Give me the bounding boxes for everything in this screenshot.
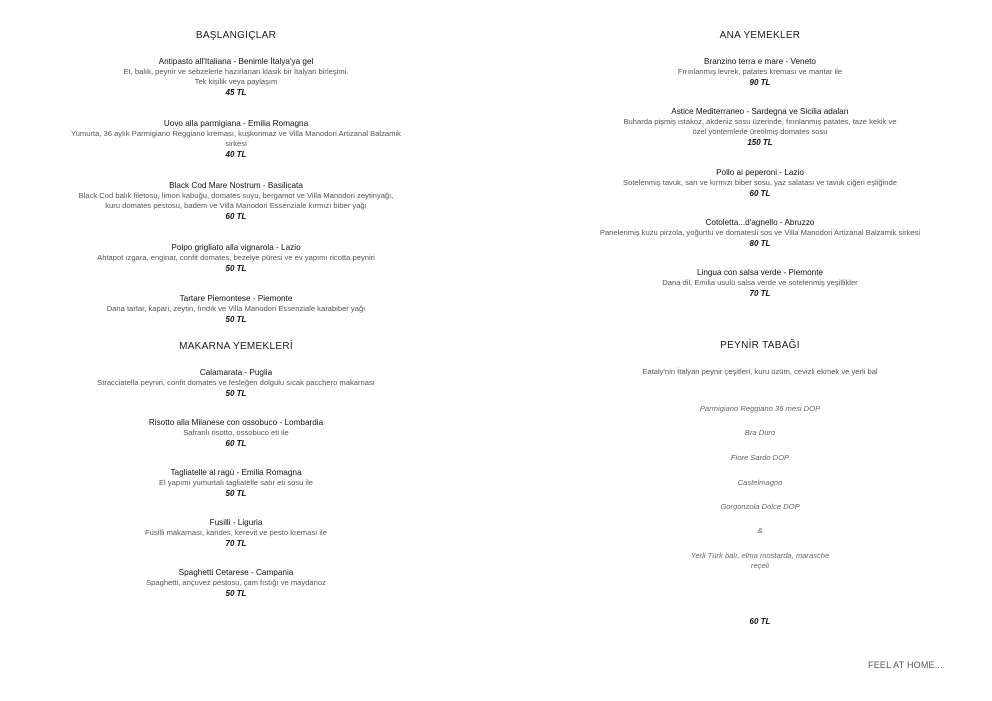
item-desc: Yumurta, 36 aylık Parmigiano Reggiano kreması, kuşkonmaz ve Villa Manodori Artizanal Balzamik sirkesi xyxy=(71,129,401,148)
item-name: Branzino terra e mare - Veneto xyxy=(704,57,816,66)
item-price: 45 TL xyxy=(225,88,247,97)
item-price: 50 TL xyxy=(225,489,247,498)
menu-item xyxy=(0,293,472,325)
item-desc: Dana tartar, kapari, zeytin, fındık ve Villa Manodori Essenziale karabiber yağı xyxy=(106,304,366,313)
item-price: 50 TL xyxy=(225,389,247,398)
item-desc: Dana dil, Emilia usulü salsa verde ve sotelenmiş yeşillikler xyxy=(662,278,858,287)
item-name: Calamarata - Puglia xyxy=(199,368,273,377)
item-price: 60 TL xyxy=(749,189,771,198)
item-name: Cotoletta...d'agnello - Abruzzo xyxy=(705,218,815,227)
cheese-price: 60 TL xyxy=(749,617,771,626)
cheese-item: Gorgonzola Dolce DOP xyxy=(720,502,800,511)
cheese-ampersand: & xyxy=(757,526,763,535)
menu-item xyxy=(540,106,980,148)
item-price: 60 TL xyxy=(225,212,247,221)
item-name: Tagliatelle al ragù - Emilia Romagna xyxy=(170,468,302,477)
item-name: Polpo grigliato alla vignarola - Lazio xyxy=(171,243,301,252)
item-desc: Panelenmiş kuzu pirzola, yoğurtlu ve domatesli sos ve Villa Manodori Artizanal Balzamik sirkesi xyxy=(599,228,921,237)
item-desc: Black Cod balık filetosu, limon kabuğu, domates suyu, bergamot ve Villa Manodori zeytinyağı, kuru domates pestosu, badem ve Villa Manodori Essenziale kırmızı biber yağı xyxy=(78,191,394,210)
item-desc: Fırınlanmış levrek, patates kreması ve mantar ile xyxy=(677,67,843,76)
item-desc: Buharda pişmiş ıstakoz, akdeniz sosu üzerinde, fırınlanmış patates, taze kekik ve özel yöntemlerle üretilmiş domates sosu xyxy=(623,117,897,136)
footer-tagline: FEEL AT HOME... xyxy=(868,660,943,670)
item-desc: Et, balık, peynir ve sebzelerle hazırlanan klasik bir İtalyan birleşimi. Tek kişilik veya paylaşım xyxy=(123,67,349,86)
item-name: Pollo ai peperoni - Lazio xyxy=(716,168,804,177)
item-name: Astice Mediterraneo - Sardegna ve Sicilia adaları xyxy=(671,107,849,116)
item-price: 150 TL xyxy=(747,138,773,147)
item-name: Tartare Piemontese - Piemonte xyxy=(179,294,293,303)
cheese-item: Yerli Türk balı, elma mostarda, marasche reçeli xyxy=(690,551,830,570)
item-name: Antipasto all'Italiana - Benimle İtalya'ya gel xyxy=(158,57,314,66)
item-name: Black Cod Mare Nostrum - Basilicata xyxy=(169,181,303,190)
item-name: Risotto alla Milanese con ossobuco - Lombardia xyxy=(148,418,324,427)
item-name: Lingua con salsa verde - Piemonte xyxy=(696,268,824,277)
item-desc: Ahtapot ızgara, enginar, confit domates, bezelye püresi ve ev yapımı ricotta peyniri xyxy=(97,253,375,262)
item-desc: Stracciatella peyniri, confit domates ve fesleğen dolgulu sıcak pacchero makarnası xyxy=(97,378,375,387)
item-price: 50 TL xyxy=(225,315,247,324)
menu-item xyxy=(0,56,472,98)
cheese-item: Parmigiano Reggiano 36 mesi DOP xyxy=(699,404,821,413)
cheese-intro: Eataly'nin İtalyan peynir çeşitleri, kuru üzüm, cevizli ekmek ve yerli bal xyxy=(642,367,878,376)
menu-item xyxy=(0,417,472,449)
menu-item xyxy=(540,56,980,88)
section-title-pasta: MAKARNA YEMEKLERİ xyxy=(179,341,293,352)
menu-item xyxy=(0,467,472,499)
menu-item xyxy=(0,118,472,160)
item-name: Fusilli - Liguria xyxy=(209,518,263,527)
item-price: 90 TL xyxy=(749,78,771,87)
item-price: 50 TL xyxy=(225,589,247,598)
menu-item xyxy=(540,167,980,199)
cheese-item: Castelmagno xyxy=(737,478,783,487)
item-desc: Sotelenmiş tavuk, sarı ve kırmızı biber sosu, yaz salatası ve tavuk ciğeri eşliğinde xyxy=(623,178,897,187)
item-name: Uovo alla parmigiana - Emilia Romagna xyxy=(163,119,309,128)
menu-item xyxy=(540,217,980,249)
cheese-item: Fiore Sardo DOP xyxy=(730,453,790,462)
menu-item xyxy=(0,567,472,599)
cheese-item: Bra Duro xyxy=(744,428,776,437)
section-title-starters: BAŞLANGIÇLAR xyxy=(195,30,277,41)
menu-item xyxy=(540,267,980,299)
section-title-mains: ANA YEMEKLER xyxy=(719,30,801,41)
menu-item xyxy=(0,180,472,222)
item-price: 80 TL xyxy=(749,239,771,248)
menu-item xyxy=(0,367,472,399)
menu-item xyxy=(0,517,472,549)
item-name: Spaghetti Cetarese - Campania xyxy=(178,568,294,577)
item-price: 70 TL xyxy=(225,539,247,548)
section-title-cheese: PEYNİR TABAĞI xyxy=(720,340,800,351)
item-price: 50 TL xyxy=(225,264,247,273)
item-price: 40 TL xyxy=(225,150,247,159)
item-price: 60 TL xyxy=(225,439,247,448)
menu-item xyxy=(0,242,472,274)
item-desc: Fusilli makarnası, karides, kerevit ve pesto kreması ile xyxy=(145,528,327,537)
item-desc: El yapımı yumurtalı tagliatelle satır eti sosu ile xyxy=(158,478,314,487)
item-desc: Spaghetti, ançuvez pestosu, çam fıstığı ve maydanoz xyxy=(146,578,326,587)
item-desc: Safranlı risotto, ossobuco eti ile xyxy=(183,428,289,437)
item-price: 70 TL xyxy=(749,289,771,298)
